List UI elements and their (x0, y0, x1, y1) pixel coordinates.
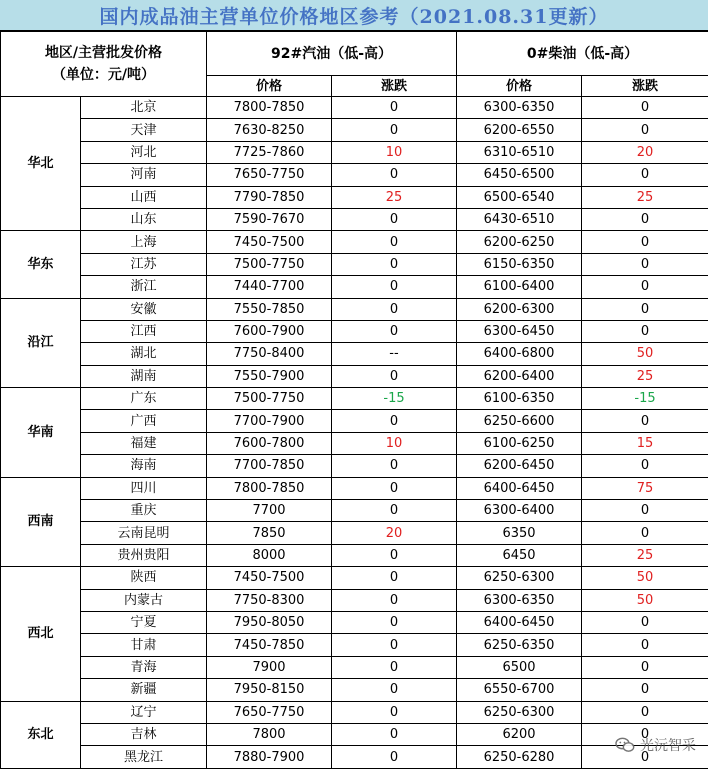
table-row (1, 253, 708, 275)
gas-price-cell: 7850 (207, 522, 332, 544)
diesel-change-cell: 0 (582, 97, 708, 119)
diesel-header: 0#柴油（低-高） (457, 32, 708, 76)
diesel-change-cell: 25 (582, 186, 708, 208)
province-cell: 内蒙古 (81, 589, 207, 611)
gas-change-cell: 0 (332, 119, 457, 141)
province-cell: 山西 (81, 186, 207, 208)
diesel-change-cell: 0 (582, 500, 708, 522)
gas-price-cell: 7630-8250 (207, 119, 332, 141)
diesel-change-cell: 0 (582, 634, 708, 656)
gas-price-cell: 7600-7900 (207, 320, 332, 342)
gas-price-cell: 8000 (207, 544, 332, 566)
region-cell: 西北 (1, 567, 81, 701)
diesel-price-cell: 6300-6350 (457, 589, 582, 611)
gas-change-cell: 0 (332, 276, 457, 298)
table-row (1, 365, 708, 387)
region-cell: 沿江 (1, 298, 81, 388)
gas-change-cell: 0 (332, 679, 457, 701)
gas-change-cell: 20 (332, 522, 457, 544)
gas-price-cell: 7750-8400 (207, 343, 332, 365)
diesel-change-cell: 0 (582, 522, 708, 544)
diesel-price-cell: 6200-6450 (457, 455, 582, 477)
diesel-price-cell: 6250-6600 (457, 410, 582, 432)
price-table (0, 31, 708, 769)
table-row (1, 231, 708, 253)
province-cell: 北京 (81, 97, 207, 119)
diesel-change-cell: -15 (582, 388, 708, 410)
diesel-price-cell: 6250-6300 (457, 701, 582, 723)
gas-change-cell: 0 (332, 701, 457, 723)
diesel-change-cell: 0 (582, 253, 708, 275)
diesel-change-cell: 0 (582, 320, 708, 342)
diesel-price-cell: 6400-6450 (457, 477, 582, 499)
table-row (1, 634, 708, 656)
gas-price-cell: 7590-7670 (207, 208, 332, 230)
diesel-price-cell: 6250-6350 (457, 634, 582, 656)
region-cell: 东北 (1, 701, 81, 768)
table-row (1, 477, 708, 499)
gas-change-header: 涨跌 (332, 76, 457, 97)
diesel-price-cell: 6200-6550 (457, 119, 582, 141)
gas-change-cell: 25 (332, 186, 457, 208)
province-cell: 辽宁 (81, 701, 207, 723)
gas-price-cell: 7880-7900 (207, 746, 332, 768)
diesel-price-cell: 6310-6510 (457, 141, 582, 163)
diesel-price-cell: 6300-6450 (457, 320, 582, 342)
gas-change-cell: 0 (332, 208, 457, 230)
region-cell: 华南 (1, 388, 81, 478)
diesel-price-cell: 6400-6800 (457, 343, 582, 365)
gas-price-cell: 7790-7850 (207, 186, 332, 208)
province-cell: 甘肃 (81, 634, 207, 656)
province-cell: 吉林 (81, 723, 207, 745)
gas-price-cell: 7900 (207, 656, 332, 678)
gas-price-cell: 7800-7850 (207, 477, 332, 499)
region-cell: 华北 (1, 97, 81, 231)
province-cell: 安徽 (81, 298, 207, 320)
gas-price-cell: 7750-8300 (207, 589, 332, 611)
province-cell: 湖北 (81, 343, 207, 365)
gas-price-cell: 7550-7850 (207, 298, 332, 320)
gas-change-cell: 0 (332, 567, 457, 589)
gas-price-cell: 7800 (207, 723, 332, 745)
gas-change-cell: 0 (332, 500, 457, 522)
gas-price-cell: 7600-7800 (207, 432, 332, 454)
province-cell: 江西 (81, 320, 207, 342)
diesel-change-cell: 0 (582, 611, 708, 633)
table-row (1, 208, 708, 230)
gas-price-cell: 7450-7500 (207, 567, 332, 589)
province-cell: 天津 (81, 119, 207, 141)
diesel-change-cell: 50 (582, 343, 708, 365)
diesel-change-cell: 0 (582, 231, 708, 253)
gas-price-cell: 7950-8050 (207, 611, 332, 633)
province-cell: 贵州贵阳 (81, 544, 207, 566)
table-row (1, 746, 708, 768)
table-row (1, 119, 708, 141)
diesel-change-cell: 0 (582, 455, 708, 477)
table-row (1, 388, 708, 410)
diesel-price-cell: 6200-6250 (457, 231, 582, 253)
watermark (615, 735, 696, 755)
diesel-price-cell: 6250-6300 (457, 567, 582, 589)
diesel-price-cell: 6450-6500 (457, 164, 582, 186)
gas-price-cell: 7450-7500 (207, 231, 332, 253)
gas-change-cell: 0 (332, 365, 457, 387)
gas-price-cell: 7440-7700 (207, 276, 332, 298)
diesel-change-cell: 75 (582, 477, 708, 499)
table-row (1, 679, 708, 701)
diesel-change-cell: 0 (582, 679, 708, 701)
province-cell: 广西 (81, 410, 207, 432)
diesel-price-cell: 6550-6700 (457, 679, 582, 701)
diesel-price-cell: 6200 (457, 723, 582, 745)
gas-change-cell: 0 (332, 164, 457, 186)
gas-change-cell: -15 (332, 388, 457, 410)
gas-change-cell: -- (332, 343, 457, 365)
gas-price-cell: 7800-7850 (207, 97, 332, 119)
diesel-price-cell: 6300-6400 (457, 500, 582, 522)
gas-change-cell: 0 (332, 298, 457, 320)
gas-price-cell: 7725-7860 (207, 141, 332, 163)
diesel-price-header: 价格 (457, 76, 582, 97)
diesel-change-cell: 0 (582, 164, 708, 186)
gas-price-cell: 7550-7900 (207, 365, 332, 387)
diesel-price-cell: 6500-6540 (457, 186, 582, 208)
gas-change-cell: 0 (332, 634, 457, 656)
gas-change-cell: 0 (332, 477, 457, 499)
diesel-change-cell: 0 (582, 701, 708, 723)
gas-change-cell: 0 (332, 589, 457, 611)
gas-change-cell: 10 (332, 141, 457, 163)
table-row (1, 611, 708, 633)
diesel-price-cell: 6100-6350 (457, 388, 582, 410)
province-cell: 新疆 (81, 679, 207, 701)
diesel-price-cell: 6150-6350 (457, 253, 582, 275)
watermark-text: 光沅智采 (640, 738, 696, 754)
table-row (1, 298, 708, 320)
table-row (1, 701, 708, 723)
province-cell: 江苏 (81, 253, 207, 275)
table-row (1, 544, 708, 566)
region-header-line1: 地区/主营批发价格 (44, 45, 163, 61)
province-cell: 云南昆明 (81, 522, 207, 544)
header-row (1, 32, 708, 76)
gas-price-cell: 7700-7900 (207, 410, 332, 432)
province-cell: 宁夏 (81, 611, 207, 633)
gas-price-cell: 7650-7750 (207, 164, 332, 186)
diesel-change-cell: 25 (582, 544, 708, 566)
gas-price-cell: 7650-7750 (207, 701, 332, 723)
diesel-change-cell: 0 (582, 119, 708, 141)
gas-price-cell: 7700 (207, 500, 332, 522)
diesel-change-cell: 15 (582, 432, 708, 454)
diesel-change-cell: 0 (582, 298, 708, 320)
gas-change-cell: 0 (332, 231, 457, 253)
diesel-price-cell: 6100-6400 (457, 276, 582, 298)
diesel-change-cell: 0 (582, 410, 708, 432)
diesel-change-cell: 20 (582, 141, 708, 163)
table-row (1, 343, 708, 365)
table-row (1, 164, 708, 186)
table-row (1, 522, 708, 544)
table-row (1, 320, 708, 342)
province-cell: 重庆 (81, 500, 207, 522)
gas-change-cell: 0 (332, 455, 457, 477)
province-cell: 河南 (81, 164, 207, 186)
region-header-line2: （单位：元/吨） (51, 67, 156, 83)
gas-change-cell: 0 (332, 410, 457, 432)
diesel-change-cell: 0 (582, 276, 708, 298)
diesel-price-cell: 6100-6250 (457, 432, 582, 454)
gas-change-cell: 0 (332, 544, 457, 566)
region-header-cell (1, 32, 207, 97)
province-cell: 福建 (81, 432, 207, 454)
diesel-change-cell: 0 (582, 746, 708, 768)
gas-change-cell: 0 (332, 253, 457, 275)
table-row (1, 97, 708, 119)
province-cell: 广东 (81, 388, 207, 410)
table-row (1, 186, 708, 208)
table-row (1, 589, 708, 611)
diesel-price-cell: 6200-6400 (457, 365, 582, 387)
province-cell: 海南 (81, 455, 207, 477)
wechat-icon (615, 737, 635, 753)
gas-price-cell: 7450-7850 (207, 634, 332, 656)
diesel-price-cell: 6400-6450 (457, 611, 582, 633)
diesel-change-cell: 0 (582, 723, 708, 745)
diesel-change-header: 涨跌 (582, 76, 708, 97)
gas-change-cell: 0 (332, 97, 457, 119)
diesel-change-cell: 50 (582, 567, 708, 589)
diesel-change-cell: 0 (582, 208, 708, 230)
diesel-price-cell: 6300-6350 (457, 97, 582, 119)
diesel-price-cell: 6500 (457, 656, 582, 678)
province-cell: 浙江 (81, 276, 207, 298)
gas-change-cell: 0 (332, 746, 457, 768)
table-row (1, 500, 708, 522)
province-cell: 陕西 (81, 567, 207, 589)
table-row (1, 432, 708, 454)
region-cell: 西南 (1, 477, 81, 567)
diesel-price-cell: 6200-6300 (457, 298, 582, 320)
table-row (1, 276, 708, 298)
diesel-price-cell: 6250-6280 (457, 746, 582, 768)
table-row (1, 455, 708, 477)
table-row (1, 141, 708, 163)
table-row (1, 410, 708, 432)
gas-price-cell: 7700-7850 (207, 455, 332, 477)
province-cell: 青海 (81, 656, 207, 678)
province-cell: 河北 (81, 141, 207, 163)
diesel-change-cell: 50 (582, 589, 708, 611)
province-cell: 上海 (81, 231, 207, 253)
gas-change-cell: 10 (332, 432, 457, 454)
gasoline-header: 92#汽油（低-高） (207, 32, 457, 76)
gas-change-cell: 0 (332, 611, 457, 633)
province-cell: 山东 (81, 208, 207, 230)
page-title: 国内成品油主营单位价格地区参考（2021.08.31更新） (0, 0, 708, 31)
province-cell: 黑龙江 (81, 746, 207, 768)
gas-change-cell: 0 (332, 320, 457, 342)
gas-price-cell: 7950-8150 (207, 679, 332, 701)
diesel-price-cell: 6450 (457, 544, 582, 566)
table-row (1, 567, 708, 589)
table-row (1, 656, 708, 678)
table-row (1, 723, 708, 745)
gas-price-cell: 7500-7750 (207, 253, 332, 275)
diesel-change-cell: 0 (582, 656, 708, 678)
region-cell: 华东 (1, 231, 81, 298)
province-cell: 四川 (81, 477, 207, 499)
gas-price-cell: 7500-7750 (207, 388, 332, 410)
gas-change-cell: 0 (332, 723, 457, 745)
gas-price-header: 价格 (207, 76, 332, 97)
diesel-change-cell: 25 (582, 365, 708, 387)
province-cell: 湖南 (81, 365, 207, 387)
gas-change-cell: 0 (332, 656, 457, 678)
diesel-price-cell: 6350 (457, 522, 582, 544)
diesel-price-cell: 6430-6510 (457, 208, 582, 230)
